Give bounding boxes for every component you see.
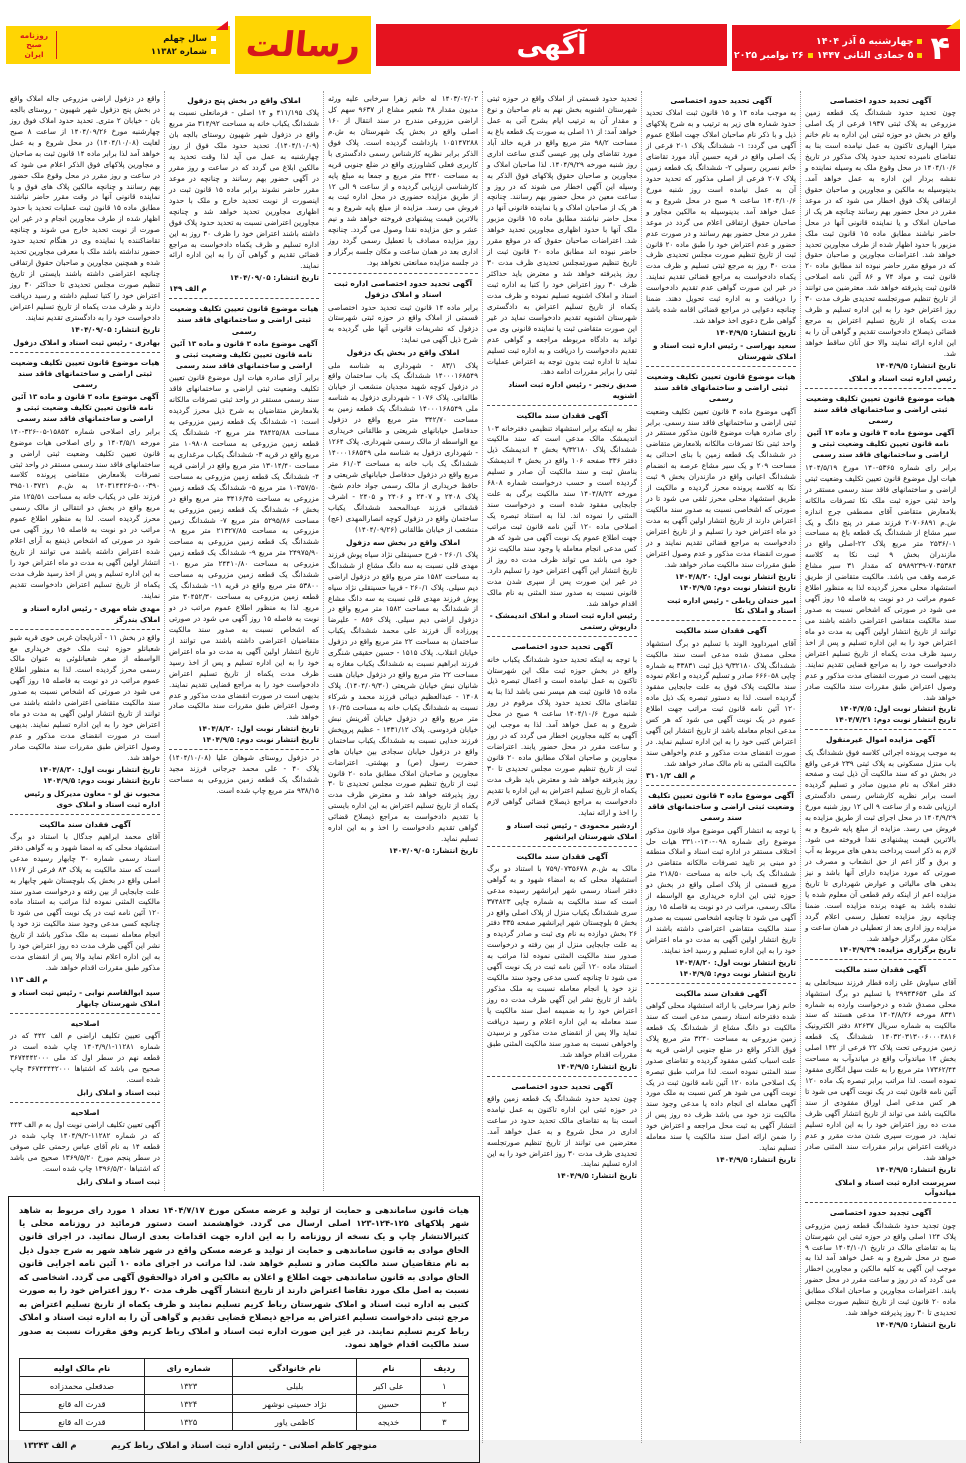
corner-fold-icon [216,21,228,30]
ad-ref-number: م الف ۱۴۹ [169,284,207,294]
column-4 [324,91,482,1191]
table-row [20,1395,469,1413]
ad-body: به موجب ماده ۱۴ و ۱۵ قانون ثبت املاک تحدید حدود شماره های زیر به ترتیب و به شرح پلاکهای ذیل و با ذکر نام صاحبان املاک جهت اطلاع عموم آگهی می گردد: ۱- ششدانگ پلاک ۲۰۱ فرعی از یک اصلی واقع در قریه حسین آباد مورد تقاضای خانم نسرین رسولی ۲- ششدانگ یک قطعه زمین پلاک ۲۰۷ فرعی از اصلی مذکور که تحدید حدود آن به عمل نیامده است روز شنبه مورخ ۱۴۰۴/۱۰/۶ ساعت ۹ صبح در محل شروع و به عمل خواهد آمد. بدینوسیله به مالکین مجاور و صاحبان حقوق ارتفاقی اعلام می گردد در موعد مقرر در محل حضور بهم رسانند و در صورت عدم حضور و عدم اعتراض خود را طبق ماده ۲۰ قانون ثبت از تاریخ تنظیم صورت مجلس تحدیدی ظرف مدت ۳۰ روز به مرجع ثبتی تسلیم و ظرف مدت یکماه دادخواست به مراجع قضائی تقدیم نمایند. در غیر این صورت گواهی عدم تقدیم دادخواست را دریافت و به اداره ثبت تحویل دهند. ضمنا چنانچه دعوایی در مراجع قضائی اقامه شده باشد گواهی طرح دعوی اخذ خواهد شد. [646,108,796,326]
ad-body: واقع در بخش ۱۱ - آذربایجان غربی خوی قریه شیو شعبانلو حوزه ثبت ملک خوی خریداری مع الواسطه از صغر شعبانلوئی به عنوان مالک رسمی محرز گردیده است. لذا به منظور اطلاع عموم مراتب در دو نوبت به فاصله ۱۵ روز آگهی می شود در صورتی که اشخاص نسبت به صدور سند مالکیت متقاضی اعتراضی داشته باشند می توانند از تاریخ انتشار اولین آگهی به مدت دو ماه اعتراض خود را به این اداره تسلیم نمایند. بدیهی است در صورت انقضای مدت مذکور و عدم وصول اعتراض طبق مقررات سند مالکیت صادر خواهد شد. [10,632,160,762]
col-header-vote: شماره رای [144,1359,233,1377]
ad-section-heading: املاک واقع در بخش یک دزفول [346,348,460,358]
publish-date: تاریخ انتشار: ۱۴۰۴/۰۹/۰۵ [388,846,478,856]
ad-heading: آگهی فقدان سند مالکیت [39,819,131,829]
newspaper-logo [235,16,371,74]
ad-section-heading: املاک واقع در بخش سه دزفول [345,537,461,547]
page-number: ۴ [930,29,950,67]
publish-date: تاریخ انتشار نوبت اول: ۱۴۰۴/۸/۲۰ [674,957,796,967]
ad-body: آقای سیاوش علی زاده قطار فرزند سبحانعلی به کد ملی ۲۹۹۴۳۶۵۴ با تسلیم دو برگ استشهاد محلی مصدق شده و درخواست وارده به شماره ۸۳۴۱ مورخه ۱۴۰۴/۸/۲۶ مدعی هستند که سند مالکیت به شماره سریال ۸۲۶۳۷ دفتر الکترونیک ۱۴۰۳۲۰۳۱۳۰۰۶۰۰۰۴۸۱۶ ششدانگ یک قطعه زمین مزروعی تحت پلاک ۲۲ فرعی از ۱۳۲ اصلی بخش ۱۴ میاندوآب واقع در میاندوآب به مساحت ۱۷۳۶۲/۴۴ متر مربع را به علت سهل انگاری مفقود نموده است. لذا مراتب برابر تبصره یک ماده ۱۲۰ آئین نامه قانون ثبت در یک نوبت آگهی می شود تا هر کس مدعی اصل اوراق مفقودی از سند مالکیت باشد می تواند از تاریخ انتشار آگهی ظرف مدت ده روز اعتراض خود را به این اداره تسلیم نماید. در صورت سپری شدن مدت مقرر و عدم دریافت اعتراض برابر مقررات سند المثنی صادر خواهد شد. [805,977,957,1162]
date-lines [734,36,923,61]
ad-heading: آگهی مزایده اموال غیرمنقول [826,735,935,745]
brand-tagline: روزنامه صبح ایران [20,31,57,59]
cell-vote: ۱۳۲۴ [144,1395,233,1413]
ad-heading: املاک واقع در بخش پنج دزفول [187,96,301,105]
issue-label: شماره ۱۱۳۸۲ [151,47,216,57]
ad-body: با توجه به انتشار آگهی موضوع مواد قانون مذکور موضوع رای شماره ۰۹۸-۱۴۰-۳۳۱۰ هیات حل اختلاف مستقر در اداره ثبت اسناد و املاک منطقه دو مبنی بر تایید تصرفات مالکانه متقاضی در ششدانگ یک باب خانه به مساحت ۲۱۸/۵۰ متر مربع قسمتی از پلاک اصلی واقع در بخش دو حوزه ثبتی این اداره خریداری مع الواسطه از مالک رسمی، مراتب در دو نوبت به فاصله ۱۵ روز آگهی می شود تا چنانچه اشخاصی نسبت به صدور سند مالکیت متقاضی اعتراضی داشته باشند از تاریخ انتشار اولین آگهی به مدت دو ماه اعتراض خود را به این اداره تسلیم و رسید اخذ نمایند. [646,825,796,955]
ad-heading: آگهی تحدید حدود اختصاصی اداره ثبت اسناد و املاک دزفول [333,279,473,300]
legal-notice-ad [487,91,637,405]
legal-notice-ad [805,959,956,1202]
legal-notice-ad [10,1102,160,1191]
column-6 [6,91,165,1191]
ad-body: در دزفول روستای شوهان علیا (۱۴۰۴/۱۰/۰۸) پلاک ۴۰ - علی محمد جرجانی فرزند مجید ششدانگ یک قطعه زمین مزروعی به مساحت ۹۳۸/۱۵ متر مربع چاپ شده است. [169,753,319,796]
ad-signature: مهدی شاه مهری - رئیس اداره اسناد و املاک بندرگز [23,603,160,624]
ad-body: برابر آرای صادره هیات اول موضوع قانون تعیین تکلیف وضعیت ثبتی اراضی و ساختمانهای فاقد سند رسمی مستقر در واحد ثبتی تصرفات مالکانه بلامعارض متقاضیان به شرح ذیل محرز گردیده است: ۱- ششدانگ یک قطعه زمین مزروعی به مساحت ۳۸۴۲۵/۸۸ متر مربع ۲- ششدانگ یک قطعه زمین مزروعی به مساحت ۱۰۹۸۰۸ متر مربع واقع در قریه ۳- ششدانگ یکباب مرغداری به مساحت ۱۳۰۱۴/۴۰ متر مربع واقع در اراضی قریه ۴- ششدانگ یک قطعه زمین مزروعی به مساحت ۱۰۳۵۷/۵۰ متر مربع ۵- ششدانگ یک قطعه زمین مزروعی به مساحت ۳۴۱۶/۴۵ متر مربع واقع در بخش ۶- ششدانگ یک قطعه زمین مزروعی به مساحت ۵۲۹۵/۸۶ متر مربع ۷- ششدانگ زمین مزروعی به مساحت ۲۱۳۲۷/۸۵ متر مربع ۸- ششدانگ یک قطعه زمین مزروعی به مساحت ۲۴۹۷۵/۹۰ متر مربع ۹- ششدانگ یک قطعه زمین مزروعی به مساحت ۲۴۴۱۰/۸۰ متر مربع ۱۰- ششدانگ یک قطعه زمین مزروعی به مساحت ۵۳۸۰۰ متر مربع واقع در قریه ۱۱- ششدانگ یک قطعه زمین مزروعی به مساحت ۳۰۴۵۲/۳۰ متر مربع. لذا به منظور اطلاع عموم مراتب در دو نوبت به فاصله ۱۵ روز آگهی می شود در صورتی که اشخاص نسبت به صدور سند مالکیت متقاضیان اعتراضی داشته باشند می توانند از تاریخ انتشار اولین آگهی به مدت دو ماه اعتراض خود را به این اداره تسلیم و پس از اخذ رسید ظرف مدت یکماه از تاریخ تسلیم اعتراض دادخواست خود را به مراجع قضایی تقدیم نمایند. بدیهی است در صورت انقضای مدت مذکور و عدم وصول اعتراض طبق مقررات سند مالکیت صادر خواهد شد. [169,373,319,722]
publish-date: تاریخ انتشار: ۱۴۰۴/۹/۵ [556,1061,637,1071]
legal-notice-ad [169,91,319,298]
ad-signature: ثبت اسناد و املاک زابل [76,1087,160,1097]
ad-heading: اصلاحیه [70,1107,100,1117]
publish-date: تاریخ انتشار نوبت دوم: ۱۴۰۴/۹/۵ [43,775,160,785]
cell-name: علی اکبر [357,1377,420,1395]
ad-heading: هیات موضوع قانون تعیین تکلیف وضعیت ثبتی اراضی و ساختمانهای فاقد سند رسمی [805,393,956,426]
ad-body: برابر ماده ۱۴ قانون ثبت تحدید حدود اختصاصی قسمتی از املاک واقع در حوزه ثبتی شهرستان دزفول که تشریفات قانونی آنها طی گردیده به شرح ذیل آگهی می نماید: [328,302,478,345]
ad-body: چون تجدید حدود ششدانگ قطعه زمین مزروعی پلاک ۱۲۴ اصلی واقع در حوزه ثبتی این شهرستان بنا به تقاضای مالک در تاریخ ۱۴۰۴/۱۰/۱ ساعت ۹ صبح در محل شروع و به عمل خواهد آمد لذا به موجب این آگهی به کلیه مالکین و مجاورین اخطار می گردد که در روز و ساعت مقرر در محل حضور یابند. اعتراضات مجاورین و صاحبان املاک مطابق ماده ۲۰ قانون ثبت از تاریخ تنظیم صورت مجلس تحدیدی تا ۳۰ روز پذیرفته خواهد شد. [805,1220,956,1318]
publish-date: تاریخ انتشار: ۱۴۰۴/۹/۵ [715,328,796,337]
logo-text: رسالت [243,25,363,65]
ad-body: تحدید حدود قسمتی از املاک واقع در حوزه ثبتی شهرستان اشنویه بخش نهم به نام صاحبان و نوع و مقدار آن به ترتیب ایام بشرح آتی به عمل خواهد آمد: از ۱۱ اصلی به صورت یک قطعه باغ به مساحت ۹۸/۲ متر مربع واقع در قریه خالد آباد مورد تقاضای ولی پور عیسی گندی ساعت اداری روز شنبه مورخه ۱۴۰۴/۹/۲۹. لذا صاحبان املاک و مجاورین و صاحبان حقوق پلاکهای فوق الذکر به وسیله این آگهی اخطار می شوند که در روز و ساعت معین در محل حضور بهم رسانند. چنانچه هر یک از صاحبان املاک و یا نماینده قانونی آنها در محل حاضر نباشند مطابق ماده ۱۵ قانون مزبور ملک آنها با حدود اظهاری مجاورین تحدید خواهد شد. اعتراضات صاحبان حقوق که در موقع مقرر حاضر نبوده اند مطابق ماده ۲۰ قانون ثبت از تاریخ تنظیم صورتمجلس تحدیدی ظرف مدت ۳۰ روز پذیرفته خواهد شد و معترض باید حداکثر ظرف ۳۰ روز اعتراض خود را کتبا به اداره ثبت اسناد و املاک اشنویه تسلیم نموده و ظرف مدت یکماه از تاریخ تسلیم اعتراض به دادگستری شهرستان اشنویه تقدیم دادخواست نماید در غیر این صورت متقاضی ثبت یا نماینده قانونی وی می تواند به دادگاه مربوطه مراجعه و گواهی عدم تقدیم دادخواست را دریافت و به اداره ثبت تسلیم نماید تا اداره ثبت بدون توجه به اعتراض عملیات ثبتی را برابر مقررات ادامه دهد. [487,94,637,377]
publish-date: تاریخ برگزاری مزایده: ۱۴۰۴/۹/۲۹ [838,945,956,955]
publish-date: تاریخ انتشار نوبت دوم: ۱۴۰۴/۹/۵ [679,968,796,978]
ad-ref-number: م الف ۱۱۳ [10,975,48,985]
ad-heading: هیات موضوع قانون تعیین تکلیف وضعیت ثبتی اراضی و ساختمانهای فاقد سند رسمی [646,371,796,404]
ad-heading: آگهی تحدید حدود اختصاصی [670,96,772,105]
ad-body: چون تحدید حدود ششدانگ یک قطعه زمین واقع در حوزه ثبتی این اداره تاکنون به عمل نیامده است بنا به تقاضای مالک تحدید حدود در ساعت اداری در محل شروع و به عمل خواهد آمد. معترضین می توانند از تاریخ تنظیم صورتجلسه تحدیدی ظرف مدت ۳۰ روز اعتراض خود را به این اداره تسلیم نمایند. [487,1093,637,1169]
legal-notice-ad [646,91,796,366]
publish-date: تاریخ انتشار: ۱۴۰۴/۹/۵ [715,1155,796,1165]
ad-heading: آگهی تحدید حدود اختصاصی [829,96,932,105]
column-3 [483,91,642,1443]
column-1 [801,91,960,1443]
housing-law-notice-box [8,1196,480,1463]
publish-date: تاریخ انتشار نوبت دوم: ۱۴۰۴/۷/۲۱ [834,715,956,725]
bullet-square-icon [211,49,216,54]
ad-body: آگهی موضوع ماده ۳ قانون تعیین تکلیف وضعیت ثبتی اراضی و ساختمانهای فاقد سند رسمی. برابر رای صادره هیات موضوع قانون مذکور مستقر در واحد ثبتی نکا تصرفات مالکانه بلامعارض متقاضی در ششدانگ یک قطعه زمین با بنای احداثی به مساحت ۲۰۹ و یک سیر مشاع عرصه به انضمام ششدانگ اعیانی واقع در مازندران بخش ۹ ثبت نکا به کلاسه پرونده محرز گردیده و مالکیت از طریق استشهاد محلی محرز تلقی می شود تا در صورتی که اشخاصی نسبت به صدور سند مالکیت اعتراض دارند از تاریخ انتشار اولین آگهی به مدت دو ماه اعتراض خود را تسلیم و از تاریخ اعتراض دادخواست به مراجع قضائی تقدیم نمایند و در صورت انقضاء مدت مذکور و عدم وصول اعتراض طبق مقررات سند مالکیت صادر خواهد شد. [646,406,797,569]
ad-heading: آگهی فقدان سند مالکیت [675,988,767,998]
legal-notice-ad [805,91,956,388]
year-label: سال چهلم [151,34,216,44]
notice-text: هیات قانون ساماندهی و حمایت از تولید و عرضه مسکن مورخ ۱۴۰۴/۷/۱۷ تعداد ۱ مورد رای مربوط به شاهد شهر پلاکهای ۱۲۵-۱۲۴-۱۲۳ اصلی ارسال می گردد. خواهشمند است دستور فرمائید در روزنامه محلی یا کثیرالانتشار چاپ و یک نسخه از روزنامه را به این اداره جهت اقدامات بعدی ارسال نمائید. در اجرای قانون الحاق موادی به قانون ساماندهی و حمایت از تولید و عرضه مسکن واقع در شهر شاهد شهر به شرح جدول ذیل به نام متقاضیان سند مالکیت صادر و تسلیم خواهد شد. لذا مراتب در اجرای ماده ۱۰ آئین نامه اجرایی قانون الحاق موادی به قانون ساماندهی جهت اطلاع و اعلان به مالکین و افراد ذوالحقوق آگهی می گردد. اشخاصی که نسبت به اصل ملک مورد تقاضا اعتراض دارند از تاریخ انتشار آگهی ظرف مدت ۲۰ روز اعتراض خود را به صورت کتبی به اداره ثبت اسناد و املاک شهرستان رباط کریم تسلیم نمایند و ظرف یکماه از تاریخ تسلیم اعتراض به مرجع ثبتی دادخواست تسلیم اعتراض به مراجع ذیصلاح قضایی تقدیم و گواهی آن را به اداره ثبت اسناد و املاک رباط کریم تسلیم نمایند. در غیر این صورت اداره ثبت اسناد و املاک رباط کریم وفق مقررات نسبت به صدور سند مالکیت اقدام خواهد نمود. [19,1204,469,1349]
legal-notice-ad [487,846,637,1076]
column-2 [642,91,801,1443]
legal-notice-ad [10,91,160,352]
col-header-name: نام [357,1359,420,1377]
cell-radif: ۳ [420,1413,468,1431]
cell-owner: قدرت اله قانع [20,1395,145,1413]
ad-signature: ثبت اسناد و املاک زابل [76,1176,160,1186]
cell-family: کاظمی یاور [233,1413,357,1431]
legal-notice-ad [487,405,637,636]
publish-date: تاریخ انتشار: ۱۴۰۴/۰۹/۰۵ [70,324,160,334]
legal-notice-ad [10,1013,160,1102]
notice-ref-number: م الف ۱۳۲۴۳ [23,1440,77,1451]
cell-name: خدیجه [357,1413,420,1431]
col-header-owner: نام مالک اولیه [20,1359,145,1377]
ad-body: چون تحدید حدود ششدانگ یک قطعه زمین مزروعی به پلاک ثبتی ۱۹۳۷ فرعی از یک اصلی واقع در بخش دو حوزه ثبتی این اداره به نام خانم میترا الهیاری تاکنون به عمل نیامده است بنا به تقاضای نامبرده تحدید حدود پلاک مذکور در تاریخ ۱۴۰۴/۱۰/۶ در محل وقوع ملک به وسیله نماینده و نقشه بردار این اداره به عمل خواهد آمد. بدینوسیله به مالکین و مجاورین و صاحبان حقوق ارتفاقی پلاک فوق اخطار می شود که در موعد مقرر در محل حضور بهم رسانند چنانچه هر یک از صاحبان املاک و یا نماینده قانونی آنها در محل حاضر نباشند مطابق ماده ۱۵ قانون ثبت ملک مزبور با حدود اظهار شده از طرف مجاورین تحدید خواهد شد. اعتراضات مجاورین و صاحبان حقوق که در موقع مقرر حاضر نبوده اند مطابق ماده ۲۰ قانون ثبت و مواد ۷۴ و ۸۶ آئین نامه اصلاحی قانون ثبت پذیرفته خواهد شد. معترضین می توانند از تاریخ تنظیم صورتجلسه تحدیدی ظرف مدت ۳۰ روز اعتراض خود را به این اداره تسلیم و ظرف مدت یکماه از تاریخ تسلیم اعتراض به مرجع قضائی ذیصلاح دادخواست تقدیم و گواهی آن را به این اداره ارائه نمایند والا حق آنان ساقط خواهد شد. [805,108,957,358]
ad-signature: سرپرست اداره ثبت اسناد و املاک میاندوآب [834,1177,956,1198]
legal-notice-ad [10,814,160,1013]
publish-date: تاریخ انتشار: ۱۴۰۴/۰۹/۰۵ [229,273,319,283]
ad-body: پلاک ۲۶۰/۱ - فرح حسینقلی نژاد سیاه پوش فرزند مهدی قلی نسبت به سه دانگ مشاع از ششدانگ به مساحت ۱۵۸۲ متر مربع واقع در دزفول اراضی دیم سیلی. پلاک ۲۶۰/۱ - فریبا حسینقلی نژاد سیاه پوش فرزند مهدی قلی نسبت به سه دانگ مشاع از ششدانگ به مساحت ۱۵۸۲ متر مربع واقع در دزفول اراضی دیم سیلی. پلاک ۸۵۶ - علیرضا پورزاده آل فرزند علی محمد ششدانگ یکباب ساختمان به مساحت ۲۲ متر مربع واقع در دزفول خیابان انقلاب. پلاک ۱۵۱۵ - حسین حقیقی شنگری فرزند ابراهیم نسبت به ششدانگ یکباب مغازه به مساحت ۲۲ متر مربع واقع در دزفول خیابان هفت شانیان نبش خیابان شریعتی (۱۴۰۴/۰۹/۳۰). پلاک ۱۴۰۸ - عبدالعظیم دیبائی فرزند محمد و شرکاء نسبت به ششدانگ یکباب خانه به مساحت ۱۶۰/۲۵ متر مربع واقع در دزفول خیابان آفرینش نبش خیابان فردوسی. پلاک ۱۴۳۱/۱۲ - عظیم پرویخش فرزند خدایی نسبت به ششدانگ یکباب ساختمان واقع در دزفول خیابان سجادی بین خیابان های حضرت رسول (ص) و بهشتی. اعتراضات مجاورین و صاحبان املاک مطابق ماده ۲۰ قانون ثبت از تاریخ تنظیم صورت مجلس تحدیدی تا ۳۰ روز پذیرفته خواهد شد و معترض ظرف مدت یکماه از تاریخ تسلیم اعتراض به این اداره بایستی با تقدیم دادخواست به مراجع ذیصلاح قضائی گواهی تقدیم دادخواست را اخذ و به این اداره تسلیم نماید. [328,549,478,844]
page-number-date-box [732,25,960,71]
publish-date: تاریخ انتشار: ۱۴۰۴/۹/۵ [875,1164,956,1174]
section-title: آگهی [516,29,587,61]
legal-notice-ad [646,983,796,1169]
ad-signature: امیر خندان ریاطی - رئیس اداره ثبت اسناد و املاک نکا [667,595,796,616]
ad-body: برابر رای اصلاحی شماره ۱۵۸۵۲-۰۵-۳۲۶-۱۴۰ مورخه ۱۴۰۴/۵/۱ و رای اصلاحی هیات موضوع قانون تعیین تکلیف وضعیت ثبتی اراضی و ساختمانهای فاقد سند رسمی مستقر در واحد ثبتی تصرفات بلامعارض متقاضی پرونده کلاسه ۳۹۰-۵۰۰-۱۴۰۳۱۴۴۲۶ به ش.م ۳۹۵۰۱۰۳۷۲۱ فرزند علی در یکباب خانه به مساحت ۱۲۵/۵۱ متر مربع واقع در بخش دو انتقالی از مالک رسمی محرز گردیده است. لذا به منظور اطلاع عموم مراتب در دو نوبت به فاصله ۱۵ روز آگهی می شود در صورتی که اشخاص ذینفع به آرای اعلام شده اعتراض داشته باشند می توانند از تاریخ انتشار اولین آگهی به مدت دو ماه اعتراض خود را به این اداره تسلیم و پس از اخذ رسید ظرف مدت یکماه از تاریخ تسلیم اعتراض دادخواست تقدیم نمایند. [10,426,161,600]
ad-signature: محبوب نق لو - معاون مدیرکل و رئیس اداره ثبت اسناد و املاک خوی [24,788,160,809]
ad-heading: آگهی فقدان سند مالکیت [516,411,608,421]
ad-subheading: آگهی موضوع ماده ۳ قانون و ماده ۱۳ آئین نامه قانون تعیین تکلیف وضعیت ثبتی و اراضی و ساختمانهای فاقد سند رسمی [11,392,159,423]
ad-body: خانم زهرا سرخابی با ارائه استشهاد محلی گواهی شده دفترخانه اسناد رسمی مدعی است که سند مالکیت دو دانگ مشاع از ششدانگ یک قطعه زمین مزروعی به مساحت ۳۲۴۰ متر مربع پلاک فوق الذکر واقع در ضلع جنوبی اراضی قریه به علت اسباب کشی مفقود گردیده و تقاضای صدور سند المثنی نموده است. لذا مراتب طبق تبصره یک اصلاحی ماده ۱۲۰ آئین نامه قانون ثبت در یک نوبت آگهی می شود هر کس نسبت به ملک مورد آگهی معامله ای انجام داده یا مدعی وجود سند مالکیت نزد خود می باشد ظرف ده روز پس از انتشار آگهی به ثبت محل مراجعه و اعتراض خود را ضمن ارائه اصل سند مالکیت یا سند معامله تسلیم نماید. [646,1000,796,1153]
date-line-solar: چهارشنبه ۵ آذر ۱۴۰۴ [734,36,923,47]
ad-body: آگهی تعیین تکلیف اراضی نوبت اول به م الف ۴۴۳ که در شماره ۱۱۲۸۲-۱۴۰۴/۹/۲ چاپ شده در قطعه ۱۴ به نام آقای عباس رحمتی علی صوفی در سطر پنجم مورخ ۱۳۶۹/۵/۲۰ صحیح می باشد که اشتباها ۱۳۹۶/۵/۲۰ چاپ شده است. [10,1119,160,1173]
ad-heading: آگهی تحدید حدود اختصاصی [511,1081,613,1091]
publish-date: تاریخ انتشار: ۱۴۰۴/۹/۵ [556,1171,637,1181]
cell-owner: قدرت اله قانع [20,1413,145,1431]
legal-notice-ad [646,620,796,784]
col-header-family: نام خانوادگی [233,1359,357,1377]
ad-ref-number: م الف ۳۱۰۱/۲ [646,770,696,780]
legal-notice-ad [10,629,160,814]
publish-date: تاریخ انتشار نوبت اول: ۱۴۰۴/۸/۲۰ [38,764,160,774]
ad-signature: اردشیر محمودی - رئیس ثبت اسناد و املاک شهرستان ایرانشهر [506,820,637,841]
publish-date: تاریخ انتشار نوبت دوم: ۱۴۰۴/۹/۵ [679,582,796,592]
cell-vote: ۱۳۲۵ [144,1413,233,1431]
ad-body: آقای امیرداوود الوند با تسلیم دو برگ استشهاد محلی مصدق شده مدعی است سند مالکیت ششدانگ پلاک ۹/۳۲۱۸۰ ذیل ثبت ۳۳۸۳۱ به شماره چاپی ۶۶۶۰۵۸ صادر و تسلیم گردیده و اعلام نموده سند مالکیت پلاک فوق به علت جابجایی مفقود گردیده است. لذا به دستور تبصره یک ذیل ماده ۱۲۰ آئین نامه قانون ثبت مراتب جهت اطلاع عموم در یک نوبت آگهی می شود که هر کس مدعی انجام معامله باشد از تاریخ انتشار این آگهی اعتراض کتبی خود را به این اداره تسلیم نماید. در صورت انقضای مدت مذکور و عدم واخواهی سند مالکیت المثنی به نام مالک صادر خواهد شد. [646,638,796,768]
ad-subheading: آگهی موضوع ماده ۳ قانون و ماده ۱۳ آئین نامه قانون تعیین تکلیف وضعیت ثبتی و اراضی و ساختمانهای فاقد سند رسمی [806,428,955,460]
ad-body: برابر رای شماره ۵۳۶۵-۱۴۰ مورخ ۱۴۰۴/۵/۱۹ هیات اول موضوع قانون تعیین تکلیف وضعیت ثبتی اراضی و ساختمانهای فاقد سند رسمی مستقر در واحد ثبتی حوزه ثبت ملک نکا تصرفات مالکانه بلامعارض متقاضی آقای مصطفی جرج اندازه ش.م ۲۰۷۰۶۸۹۱ فرزند صفر در پنج دانگ و یک سیر مشاع از ششدانگ یک قطعه باغ به مساحت ۲۵۳۶/۰۱ متر مربع پلاک ۲۲-اصلی واقع در مازندران بخش ۹ ثبت نکا به کلاسه ۷۰۳۵۳۸۴-۵۹۸۹۲۳۹ که مقدار ۳۱ سیر مشاع عرصه وقف می باشد. مالکیت متقاضی از طریق استشهاد محلی محرز گردیده لذا به منظور اطلاع عموم مراتب در دو نوبت به فاصله ۱۵ روز آگهی می شود در صورتی که اشخاص نسبت به صدور سند مالکیت متقاضی اعتراضی داشته باشند می توانند از تاریخ انتشار اولین آگهی به مدت دو ماه اعتراض خود را به این اداره تسلیم و پس از اخذ رسید ظرف مدت یکماه از تاریخ تسلیم اعتراض دادخواست خود را به مراجع قضایی تقدیم نمایند. بدیهی است در صورت انقضای مدت مذکور و عدم وصول اعتراض طبق مقررات سند مالکیت صادر خواهد شد. [805,462,956,702]
publish-date: تاریخ انتشار نوبت دوم: ۱۴۰۴/۹/۵ [202,735,319,745]
ad-signature: صدیق رنجبر - رئیس اداره ثبت اسناد اشنویه [508,380,637,401]
ad-heading: آگهی موضوع ماده ۳ قانون تعیین تکلیف وضعیت ثبتی اراضی و ساختمانهای فاقد سند رسمی [647,790,795,823]
legal-notice-ad [328,273,478,860]
ad-body: به موجب پرونده اجرائی کلاسه فوق ششدانگ یک باب منزل مسکونی به پلاک ثبتی ۲۳۹ فرعی واقع در بخش دو که سند مالکیت آن ذیل ثبت و صفحه دفتر املاک به نام مدیون صادر و تسلیم گردیده است برابر نظریه کارشناس رسمی دادگستری ارزیابی شده و از ساعت ۹ الی ۱۲ روز شنبه مورخ ۱۴۰۴/۹/۲۹ در محل اجرای ثبت از طریق مزایده به فروش می رسد. مزایده از مبلغ پایه شروع و به بالاترین قیمت پیشنهادی نقدا فروخته می شود. لازم به ذکر است پرداخت بدهی های مربوط به آب و برق و گاز اعم از حق انشعاب و مصرف در صورتی که مورد مزایده دارای آنها باشد و نیز بدهی های مالیاتی و عوارض شهرداری تا تاریخ مزایده اعم از اینکه رقم قطعی آن معلوم شده یا نشده باشد به عهده برنده مزایده است. ضمنا چنانچه روز مزایده تعطیل رسمی اعلام گردد مزایده روز اداری بعد از تعطیلی در همان ساعت و مکان مقرر برگزار خواهد شد. [805,747,957,943]
ad-body: واقع در دزفول اراضی مزروعی جاله املاک واقع در بخش پنج دزفول شهر شهیون - روستای بالجه بان - خیابان ۲ متری. تحدید حدود املاک فوق روز چهارشنبه مورخ ۱۴۰۴/۰۹/۲۶ از ساعت ۸ صبح لغایت (۱۴۰۴/۱۰/۰۸) در محل شروع و به عمل خواهد آمد لذا برابر ماده ۱۴ قانون ثبت به صاحبان و مجاورین پلاکهای فوق الذکر اعلام می شود که در ساعت و روز مقرر در محل وقوع ملک حضور بهم رسانند و چنانچه مالکین پلاک های فوق و یا نماینده قانونی آنها در وقت مقرر حاضر نباشند مطابق ماده ۱۵ قانون ثبت عملیات تحدید با حدود اظهار شده از طرف مجاورین انجام و در غیر این صورت از نوبت تحدید خارج می شوند و چنانچه تقاضاکننده یا نماینده وی در هنگام تحدید حدود حضور نداشته باشد ملک با معرفی مجاورین تحدید شده و همچنین مجاورین و صاحبان حقوق ارتفاقی چنانچه اعتراضی داشته باشند بایستی از تاریخ تنظیم صورت مجلس تحدیدی تا حداکثر ۳۰ روز اعتراض خود را کتبا تسلیم داشته و رسید دریافت دارند و ظرف مدت یکماه از تاریخ تسلیم اعتراض دادخواست خود را به دادگستری تقدیم نمایند. [10,94,161,322]
col-header-radif: ردیف [420,1359,468,1377]
publish-date: تاریخ انتشار نوبت اول: ۱۴۰۴/۸/۲۰ [674,571,796,581]
cell-family: بلبلی [233,1377,357,1395]
ad-signature: رئیس اداره ثبت اسناد و املاک [848,373,956,383]
bullet-square-icon [917,39,922,44]
ad-signature: بهادری - رئیس ثبت اسناد و املاک دزفول [13,337,160,347]
legal-notice-ad [646,366,796,621]
page-header [6,16,960,82]
cell-radif: ۲ [420,1395,468,1413]
date-line-hijri-gregorian: ۵ جمادی الثانی ۱۴۴۷ ۲۶ نوامبر ۲۰۲۵ [734,50,923,61]
legal-notice-ad [169,298,319,749]
ad-heading: آگهی فقدان سند مالکیت [834,965,927,975]
legal-notice-ad [805,388,956,730]
legal-notice-ad [169,749,319,801]
cell-owner: صدقعلی محمدزاده [20,1377,145,1395]
legal-notice-ad [487,1076,637,1186]
ad-heading: آگهی تجدید حدود اختصاصی [829,1208,932,1218]
corner-fold-icon [946,19,960,29]
cell-name: حسین [357,1395,420,1413]
notice-signature: منوچهر کاظم اصلانی - رئیس اداره ثبت اسناد و املاک رباط کریم [111,1440,377,1451]
masthead-box [6,26,230,64]
table-row [20,1413,469,1431]
ad-subheading: آگهی موضوع ماده ۳ قانون و ماده ۱۳ آئین نامه قانون تعیین تکلیف وضعیت ثبتی و اراضی و ساختمانهای فاقد سند رسمی [170,338,318,370]
ad-signature: سعید بهراسی - رئیس اداره ثبت اسناد و املاک شهرستان [652,340,796,361]
ad-body: پلاک ۴۱۱/۱۹۵ و ۱۴ اصلی - فرمانعلی نسبت به ششدانگ یکباب خانه به مساحت ۳۱۴/۹۲ متر مربع واقع در دزفول شهر شهیون روستای بالجه بان (۱۴۰۴/۱۰/۰۹). تحدید حدود ملک فوق از روز چهارشنبه به عمل می آید لذا وقت تحدید به مالکین ابلاغ می گردد که در ساعت و روز مقرر در آگهی حضور بهم رسانند و چنانچه در موعد مقرر حاضر نشوند برابر ماده ۱۵ قانون ثبت در اینصورت از نوبت تحدید خارج و ملک با حدود اظهاری مجاورین تحدید خواهد شد و چنانچه مجاورین اعتراضی نسبت به تحدید حدود پلاک فوق داشته باشند اعتراض خود را ظرف ۳۰ روز به این اداره تسلیم و ظرف یکماه دادخواست به مراجع قضائی تقدیم و گواهی آن را به این اداره ارائه نمایند. [169,108,319,271]
ad-body: ۱۴۰۳/۰۲/۰۲ له خانم زهرا سرخابی علیه ورثه مدیون مقدار ۴۸ شعیر مشاع از ۹۶۳۷ سهم کل اراضی مزروعی مندرج در سند انتقال از ۱۶۰ اصلی واقع در بخش یک شهرستان به ش.م ۱۰۵۱۴۷۲۸۸ بازداشت گردیده است. پلاک فوق الذکر برابر نظریه کارشناس رسمی دادگستری با کاربری فعلی کشاورزی واقع در ضلع جنوبی قریه به مساحت ۳۲۴۰ متر مربع و جمعا به مبلغ پایه کارشناسی ارزیابی گردیده و از ساعت ۹ الی ۱۲ از طریق مزایده حضوری در محل اداره ثبت به فروش می رسد. مزایده از مبلغ پایه شروع و به بالاترین قیمت پیشنهادی فروخته خواهد شد و نیم عشر و حق مزایده نقدا وصول می گردد. چنانچه روز مزایده مصادف با تعطیل رسمی گردد روز اداری بعد در همان ساعت و مکان جلسه برگزار و در جلسه مزایده ممانعتی نخواهد بود. [328,94,478,268]
column-5 [165,91,324,1191]
bullet-square-icon [211,36,216,41]
cell-radif: ۱ [420,1377,468,1395]
left-half [6,91,483,1451]
publish-date: تاریخ انتشار: ۱۴۰۴/۹/۵ [875,1320,956,1330]
legal-notice-ad [487,636,637,845]
ad-body: نظر به اینکه برابر استشهاد تنظیمی دفترخانه ۱۰۳ اندیمشک مالک مدعی است که سند مالکیت ششدانگ پلاک ۹/۳۲۱۸۰ بخش ۴ اندیمشک ذیل دفتر ۳۳۶ صفحه ۱۰۶ واقع در بخش ۴ اندیمشک بنامش ثبت و سند مالکیت آن صادر و تسلیم گردیده است و حسب درخواست شماره ۶۸۰۸ مورخه ۱۴۰۴/۸/۲۲ سند مالکیت برگی به علت جابجایی مفقود شده است و درخواست سند المثنی را نموده اند. لذا به استناد تبصره یک اصلاحی ماده ۱۲۰ آئین نامه قانون ثبت مراتب جهت اطلاع عموم یک نوبت آگهی می شود که هر کس مدعی انجام معامله یا وجود سند مالکیت نزد خود می باشد می تواند ظرف مدت ده روز از تاریخ انتشار این آگهی اعتراض خود را تسلیم دارد. در غیر این صورت پس از سپری شدن مدت قانونی نسبت به صدور سند المثنی به نام مالک اقدام خواهد شد. [487,423,638,608]
ad-body: آگهی تعیین تکلیف اراضی م الف ۴۴۲ که در شماره ۱۱۲۸۱-۱۴۰۴/۹/۱ چاپ شده است در قطعه نهم در سطر اول کد ملی ۳۶۷۴۴۴۲۰۰۰ صحیح می باشد که اشتباها ۳۶۷۴۴۴۴۲۰۰۰ چاپ شده است. [10,1031,160,1084]
ad-heading: هیات موضوع قانون تعیین تکلیف وضعیت ثبتی اراضی و ساختمانهای فاقد سند رسمی [169,304,319,336]
ad-signature: رئیس اداره ثبت اسناد و املاک اندیمشک - داریوش رستمی [489,611,637,632]
publish-date: تاریخ انتشار: ۱۴۰۴/۹/۵ [875,360,956,370]
table-row [20,1377,469,1395]
ads-columns [6,91,960,1451]
ad-body: آقای محمد ابراهیم جدگال با استناد دو برگ استشهاد محلی که به امضا شهود و به گواهی دفتر اسناد رسمی شماره ۳۰ چابهار رسیده مدعی است که سند مالکیت به پلاک ۸۳ فرعی از ۱۱۶۷ اصلی واقع در بخش یک بلوچستان شهر چابهار به علت جابجایی از بین رفته و درخواست صدور سند مالکیت المثنی نموده لذا مراتب به استناد ماده ۱۲۰ آئین نامه ثبت در یک نوبت آگهی می شود تا چنانچه کسی مدعی وجود سند مالکیت نزد خود یا انجام معامله نسبت به ملک مذکور باشد از تاریخ نشر این آگهی ظرف مدت ده روز اعتراض خود را به این اداره اعلام نماید والا پس از انقضای مدت مذکور طبق مقررات اقدام خواهد شد. [10,831,160,973]
left-columns [6,91,482,1191]
publish-date: تاریخ انتشار نوبت اول: ۱۴۰۴/۸/۲۰ [197,724,319,734]
ad-heading: آگهی تحدید حدود اختصاصی [511,642,613,652]
legal-notice-ad [805,729,956,959]
legal-notice-ad [646,785,796,983]
masthead-items [151,34,216,57]
ad-heading: آگهی فقدان سند مالکیت [516,851,608,861]
section-title-banner [376,24,727,66]
notice-footer [19,1440,469,1454]
ad-heading: اصلاحیه [70,1018,100,1028]
cell-family: نژاد حسینی نوشهر [233,1395,357,1413]
bullet-square-icon [917,53,922,58]
publish-date: تاریخ انتشار نوبت اول: ۱۴۰۴/۷/۵ [839,704,956,714]
ad-body: با توجه به اینکه تحدید حدود ششدانگ یکباب خانه واقع در بخش حوزه ثبت ملک این شهرستان تاکنون به عمل نیامده است و اعمال تبصره ذیل ماده ۱۵ قانون ثبت هم میسر نمی باشد لذا بنا به تقاضای مالک تحدید حدود پلاک مرقوم در روز شنبه مورخ ۱۴۰۴/۱۰/۶ ساعت ۹ صبح در محل شروع و به عمل خواهد آمد. لذا به موجب این آگهی به کلیه مجاورین اخطار می گردد که در روز و ساعت مقرر در محل حضور یابند. اعتراضات مجاورین و صاحبان املاک مطابق ماده ۲۰ قانون ثبت از تاریخ تنظیم صورت مجلس تحدیدی تا ۳۰ روز پذیرفته خواهد شد و معترض باید ظرف مدت یکماه از تاریخ تسلیم اعتراض به این اداره با تقدیم دادخواست به مراجع ذیصلاح قضائی گواهی لازم را اخذ و ارائه نماید. [487,654,637,817]
legal-notice-ad [10,352,160,629]
legal-notice-ad [805,1202,956,1334]
legal-notice-ad [328,91,478,273]
cell-vote: ۱۳۲۳ [144,1377,233,1395]
ad-heading: هیات موضوع قانون تعیین تکلیف وضعیت ثبتی اراضی و ساختمانهای فاقد سند رسمی [10,357,160,390]
table-header-row [20,1359,469,1377]
ad-body: پلاک ۸۳/۱ - شهرداری به شناسه ملی ۱۴۰۰۰۱۶۸۵۴۹ ششدانگ یک باب ساختمان واقع در دزفول کوچه شهید مجدیان منشعب از خیابان طالقانی. پلاک ۱۰۷۶ - شهرداری دزفول به شناسه ملی ۱۴۰۰۰۱۶۸۵۴۹ ششدانگ یک قطعه زمین به مساحت ۳۴۲/۷۰ متر مربع واقع در دزفول حدفاصل خیابانهای شریعتی و طالقانی خریداری مع الواسطه از مالک رسمی شهرداری. پلاک ۱۲۶۴ - شهرداری دزفول به شناسه ملی ۱۴۰۰۰۱۶۸۵۴۹ ششدانگ یک باب خانه به مساحت ۶۱/۰۳ متر مربع واقع در دزفول حدفاصل خیابانهای شریعتی و حافظ خریداری از مالک رسمی جواد خادم شیخ. پلاک ۲۴۰۸ و ۲۴۰۷ و ۲۴۰۶ و ۲۴۰۵ - اشرف قشقائی فرزند عبدالمحمد ششدانگ یکباب ساختمان واقع در دزفول کوچه انصارالمهدی (عج) منشعب از خیابان طالقانی (۱۴۰۴/۰۹/۲۶) [328,360,478,534]
ad-signature: سید ابوالقاسم نوابی - رئیس ثبت اسناد و املاک شهرستان چابهار [11,987,160,1008]
owners-table [19,1358,469,1431]
ad-heading: آگهی فقدان سند مالکیت [675,626,767,636]
ad-body: مالک به ش.م ۷۵۹/۰۷۳۵۶۷۸ با استناد دو برگ استشهاد محلی که به امضاء شهود و به گواهی دفتر اسناد رسمی شهر ایرانشهر رسیده مدعی است که سند مالکیت به شماره چاپی ۳۷۴۸۲۳ سری ششدانگ یکباب منزل از پلاک اصلی واقع در بخش ۵ بلوچستان شهر ایرانشهر صفحه ۳۳۵ دفتر ۲۶ بخش دوازده به نام وی ثبت و صادر گردیده و به علت جابجایی منزل از بین رفته و درخواست صدور سند مالکیت المثنی نموده لذا مراتب به استناد ماده ۱۲۰ آئین نامه ثبت در یک نوبت آگهی می شود تا چنانچه کسی مدعی وجود سند مالکیت نزد خود یا انجام معامله نسبت به ملک مذکور باشد از تاریخ نشر این آگهی ظرف مدت ده روز اعتراض خود را به ضمیمه اصل سند مالکیت یا سند معامله به این اداره اعلام و رسید دریافت نماید والا پس از انقضای مدت مذکور و نرسیدن واخواهی نسبت به صدور سند مالکیت المثنی طبق مقررات اقدام خواهد شد. [487,863,637,1059]
bullet-square-icon [808,53,813,58]
